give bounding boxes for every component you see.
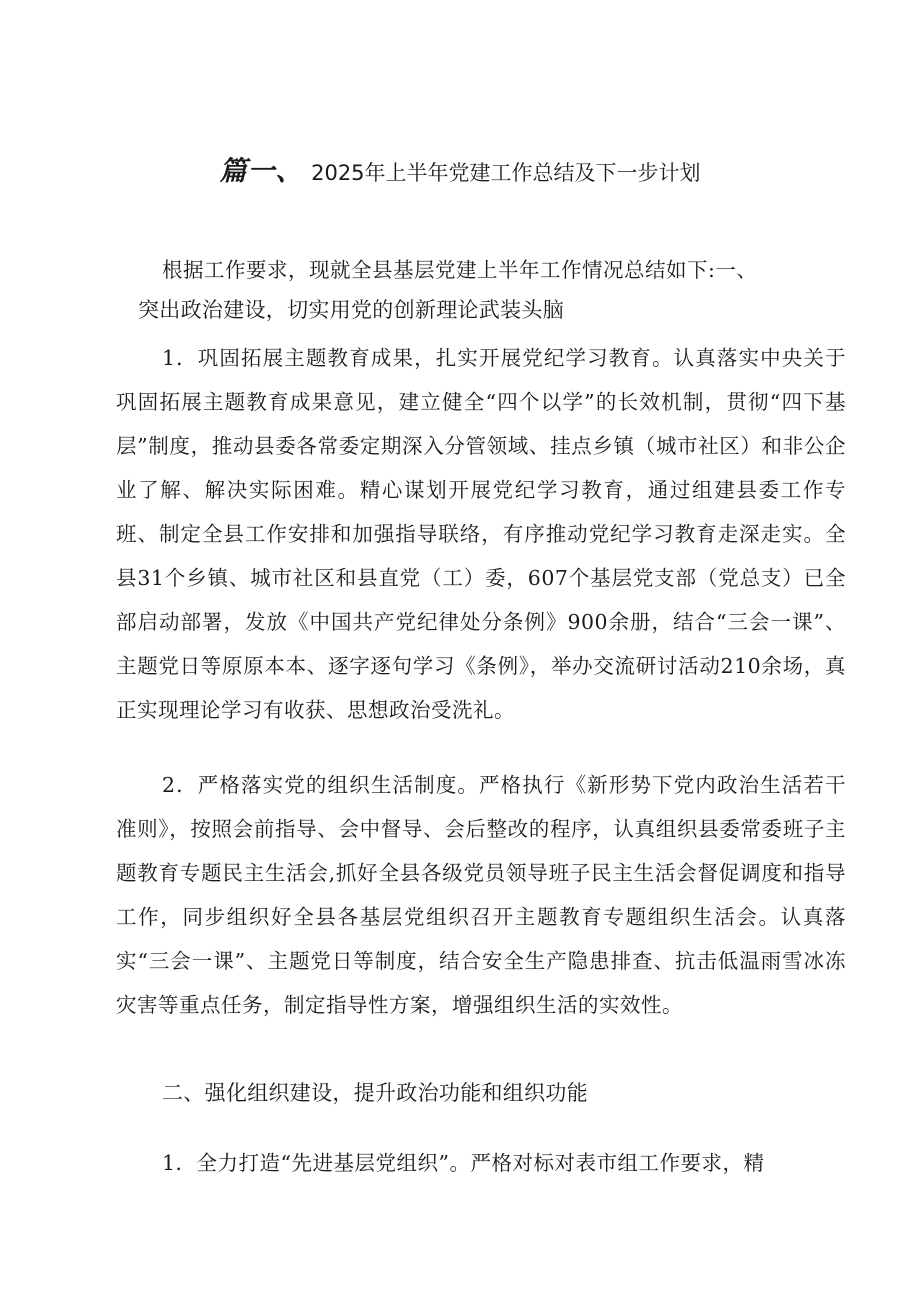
intro-paragraph: 根据工作要求，现就全县基层党建上半年工作情况总结如下:一、 [162,258,758,282]
paragraph-2: 2．严格落实党的组织生活制度。严格执行《新形势下党内政治生活若干准则》，按照会前指导、会中督导、会后整改的程序，认真组织县委常委班子主题教育专题民主生活会,抓好全县各级党员领导班子民主生活会督促调度和指导工作，同步组织好全县各基层党组织召开主题教育专题组织生活会。认真落实“三会一课”、主题党日等制度，结合安全生产隐患排查、抗击低温雨雪冰冻灾害等重点任务，制定指导性方案，增强组织生活的实效性。 [116,773,846,1017]
section-heading-1: 突出政治建设，切实用党的创新理论武装头脑 [138,298,564,322]
document-title [0,152,920,193]
title-prefix: 篇一、 [219,156,304,187]
section-heading-2: 二、强化组织建设，提升政治功能和组织功能 [162,1081,588,1105]
title-main: 2025年上半年党建工作总结及下一步计划 [311,161,701,185]
paragraph-3: 1．全力打造“先进基层党组织”。严格对标对表市组工作要求，精 [162,1151,765,1175]
paragraph-1: 1．巩固拓展主题教育成果，扎实开展党纪学习教育。认真落实中央关于巩固拓展主题教育成果意见，建立健全“四个以学”的长效机制，贯彻“四下基层”制度，推动县委各常委定期深入分管领域、挂点乡镇（城市社区）和非公企业了解、解决实际困难。精心谋划开展党纪学习教育，通过组建县委工作专班、制定全县工作安排和加强指导联络，有序推动党纪学习教育走深走实。全县31个乡镇、城市社区和县直党（工）委，607个基层党支部（党总支）已全部启动部署，发放《中国共产党纪律处分条例》900余册，结合“三会一课”、主题党日等原原本本、逐字逐句学习《条例》，举办交流研讨活动210余场，真正实现理论学习有收获、思想政治受洗礼。 [116,346,846,722]
